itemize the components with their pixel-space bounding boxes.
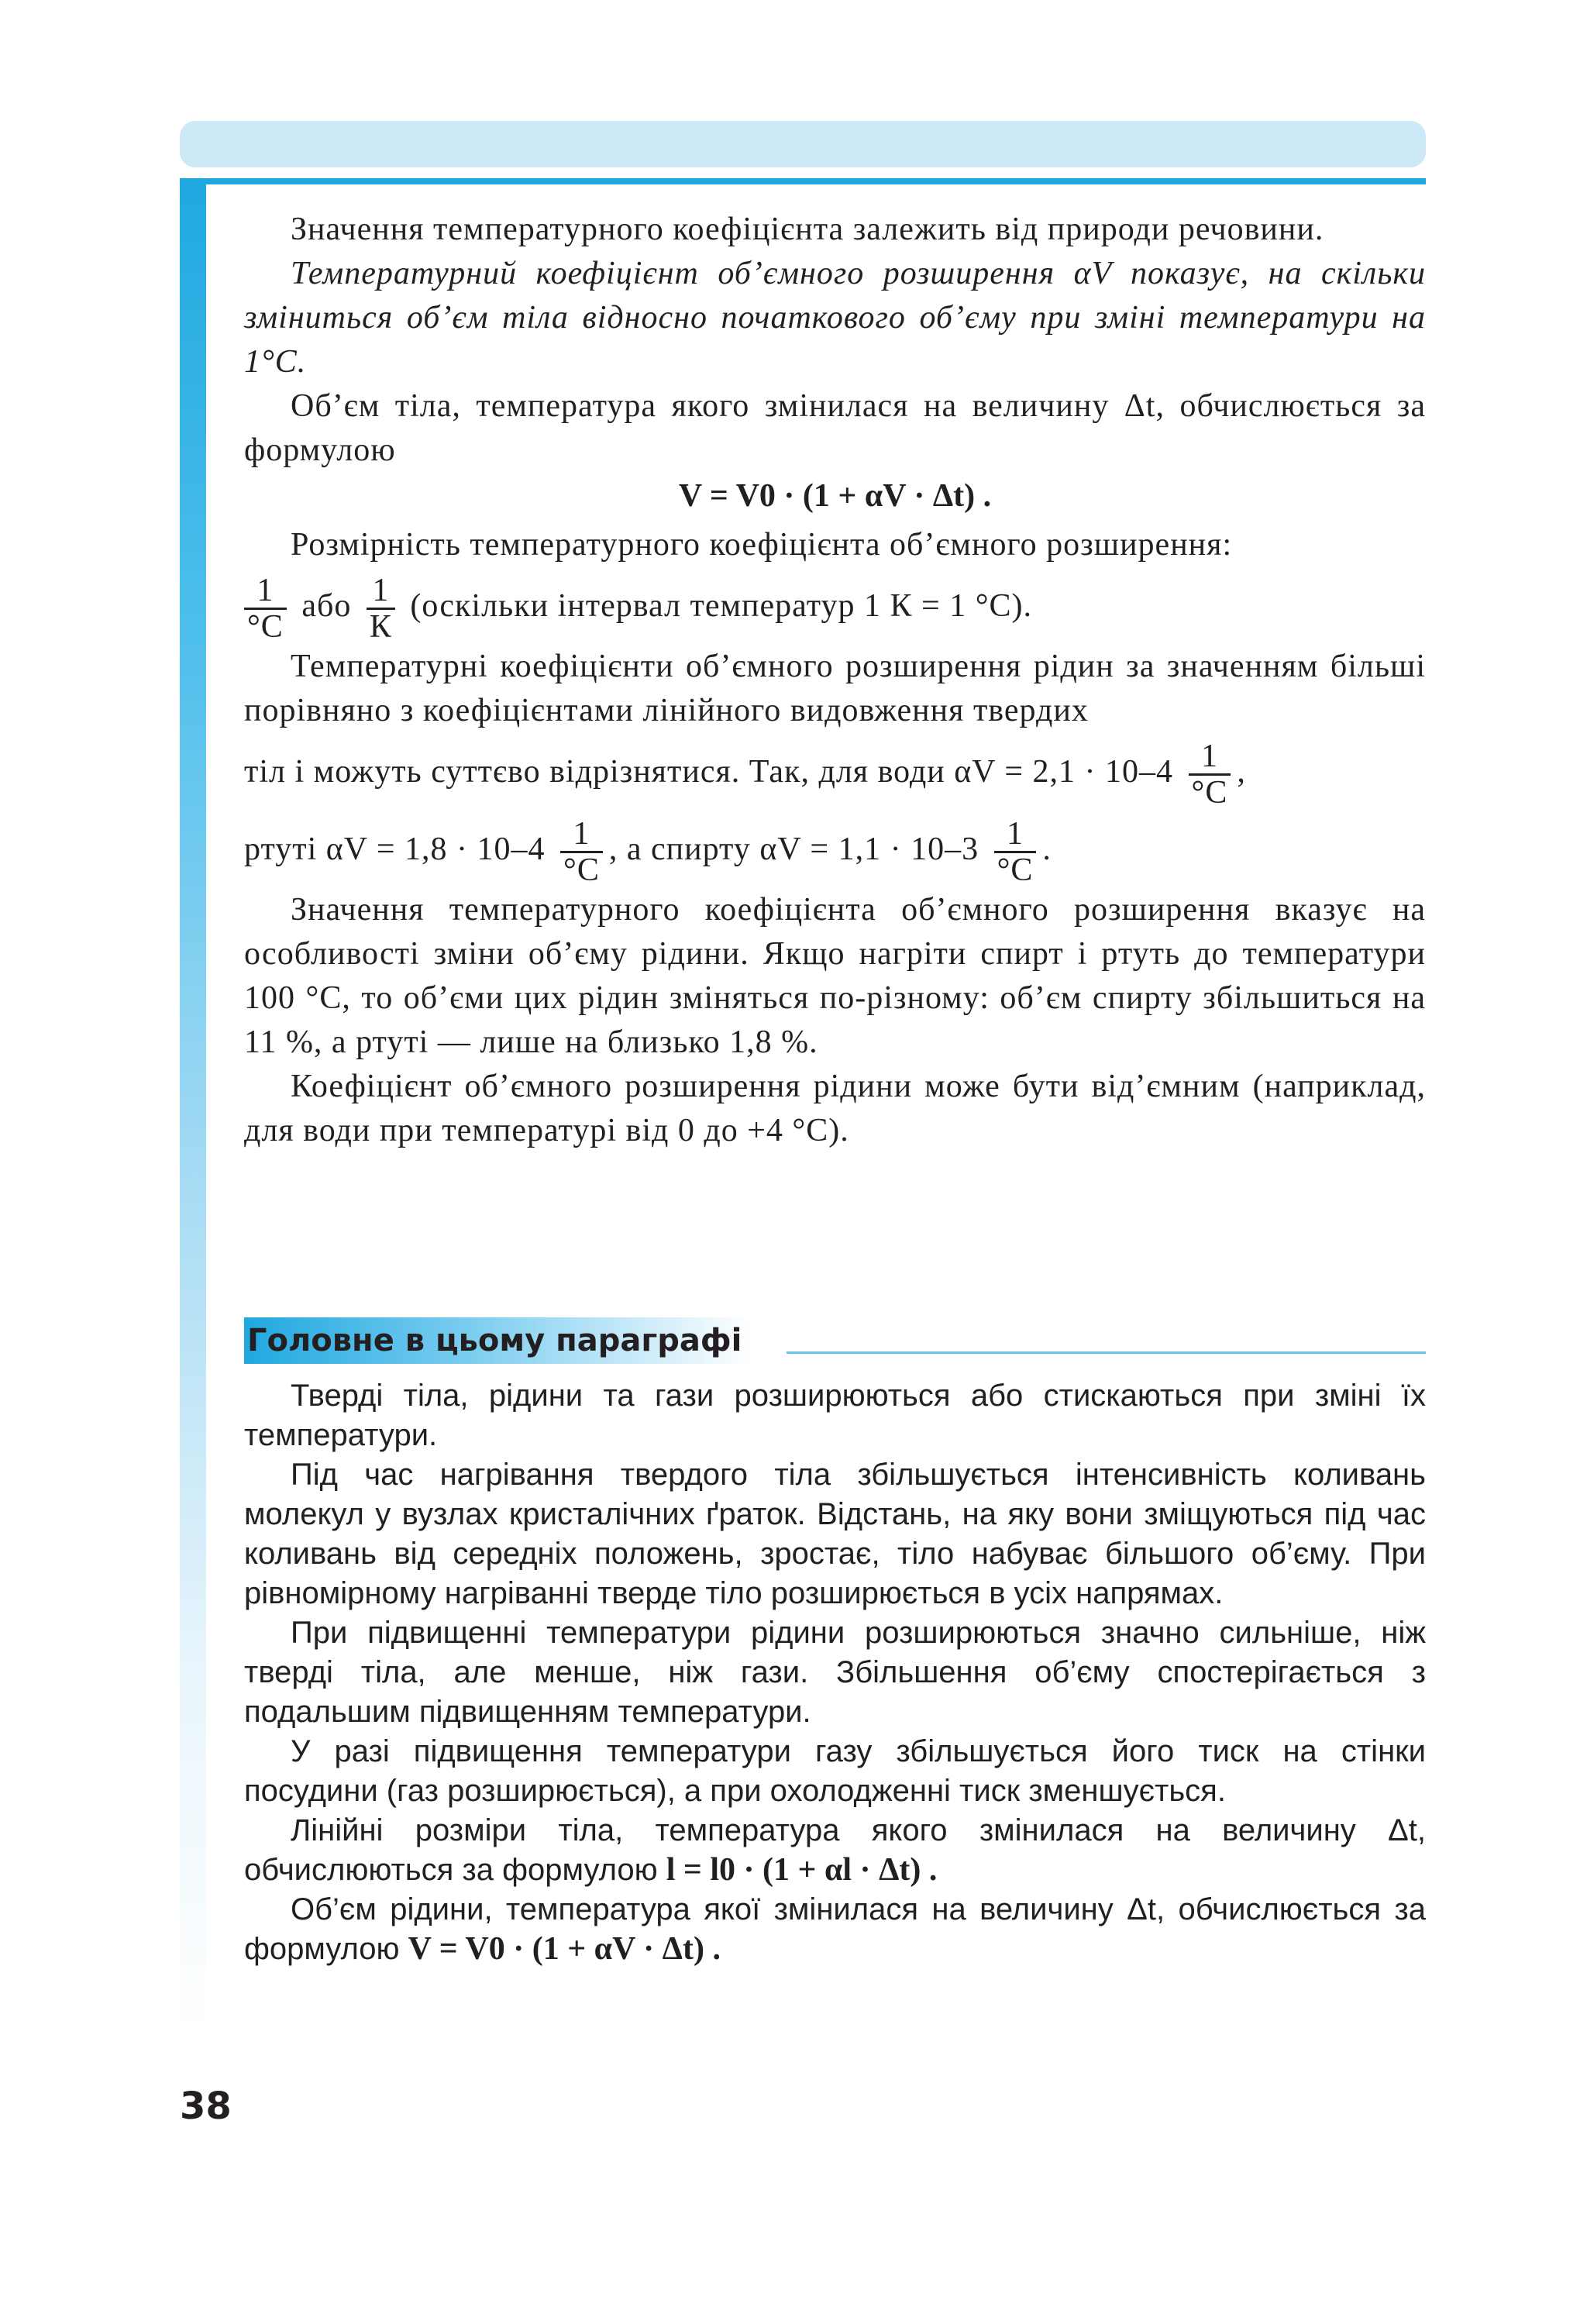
fraction-per-kelvin: $\frac{1}{К}$ bbox=[367, 573, 395, 644]
abo-word: або bbox=[301, 588, 352, 624]
paragraph-5: Температурні коефіцієнти об’ємного розширення рідин за значенням більші порівняно з коефіцієнтами лінійного видовження твердих bbox=[244, 649, 1426, 728]
fraction-water: $\frac{1}{^\circ С}$ bbox=[1189, 739, 1231, 810]
page-number: 38 bbox=[180, 2085, 232, 2128]
summary-paragraph-6: Об’єм рідини, температура якої змінилася на величину Δt, обчислюється за формулою V = V0 · (1 + αV · Δt) . bbox=[244, 1892, 1426, 1967]
definition-paragraph: Температурний коефіцієнт об’ємного розширення αV показує, на скільки зміниться об’єм тіла відносно початкового об’єму при зміні температури на 1°С. bbox=[244, 256, 1426, 380]
paragraph-7: Значення температурного коефіцієнта об’ємного розширення вказує на особливості зміни об’єму рідини. Якщо нагріти спирт і ртуть до температури 100 °С, то об’єми цих рідин зміняться по-різному: об’єм спирту збільшиться на 11 %, а ртуті — лише на близько 1,8 %. bbox=[244, 892, 1426, 1060]
summary-heading: Головне в цьому параграфі bbox=[244, 1317, 751, 1364]
linear-formula: l = l0 · (1 + αl · Δt) . bbox=[666, 1852, 938, 1888]
summary-paragraph-4: У разі підвищення температури газу збільшується його тиск на стінки посудини (газ розширюється), а при охолодженні тиск зменшується. bbox=[244, 1734, 1426, 1808]
summary-paragraph-5: Лінійні розміри тіла, температура якого змінилася на величину Δt, обчислюються за формулою l = l0 · (1 + αl · Δt) . bbox=[244, 1813, 1426, 1888]
header-bar bbox=[180, 121, 1426, 167]
summary-paragraph-3: При підвищенні температури рідини розширюються значно сильніше, ніж тверді тіла, але менше, ніж гази. Збільшення об’єму спостерігається з подальшим підвищенням температури. bbox=[244, 1616, 1426, 1729]
fraction-per-celsius: $\frac{1}{^\circ С}$ bbox=[244, 573, 287, 644]
volume-formula: V = V0 · (1 + αV · Δt) . bbox=[678, 478, 992, 514]
units-note: (оскільки інтервал температур 1 К = 1 °С). bbox=[410, 588, 1033, 624]
summary-paragraph-1: Тверді тіла, рідини та гази розширюються або стискаються при зміні їх температури. bbox=[244, 1379, 1426, 1452]
paragraph-1: Значення температурного коефіцієнта залежить від природи речовини. bbox=[291, 212, 1324, 247]
fraction-alcohol: $\frac{1}{^\circ С}$ bbox=[994, 817, 1037, 887]
units-line bbox=[244, 567, 1426, 645]
paragraph-8: Коефіцієнт об’ємного розширення рідини може бути від’ємним (наприклад, для води при температурі від 0 до +4 °С). bbox=[244, 1069, 1426, 1148]
summary-paragraph-2: Під час нагрівання твердого тіла збільшується інтенсивність коливань молекул у вузлах кристалічних ґраток. Відстань, на яку вони зміщуються під час коливань від середніх положень, зростає, тіло набуває більшого об’єму. При рівномірному нагріванні тверде тіло розширюється в усіх напрямах. bbox=[244, 1458, 1426, 1610]
fraction-mercury: $\frac{1}{^\circ С}$ bbox=[560, 817, 603, 887]
paragraph-4: Розмірність температурного коефіцієнта об’ємного розширення: bbox=[291, 527, 1233, 563]
main-text bbox=[244, 208, 1426, 1153]
paragraph-3: Об’єм тіла, температура якого змінилася на величину Δt, обчислюється за формулою bbox=[244, 388, 1426, 468]
summary-heading-row bbox=[244, 1317, 1426, 1364]
mercury-alcohol-line: ртуті αV = 1,8 · 10–4 $\frac{1}{^\circ С}$ , а спирту αV = 1,1 · 10–3 $\frac{1}{^\circ С}$ . bbox=[244, 815, 1052, 888]
summary-text bbox=[244, 1376, 1426, 1969]
header-rule bbox=[180, 178, 1426, 184]
summary-heading-rule bbox=[787, 1351, 1426, 1354]
volume-formula-summary: V = V0 · (1 + αV · Δt) . bbox=[408, 1931, 721, 1967]
side-accent-bar bbox=[180, 178, 206, 2038]
water-line: тіл і можуть суттєво відрізнятися. Так, для води αV = 2,1 · 10–4 $\frac{1}{^\circ С}$ , bbox=[244, 738, 1246, 811]
